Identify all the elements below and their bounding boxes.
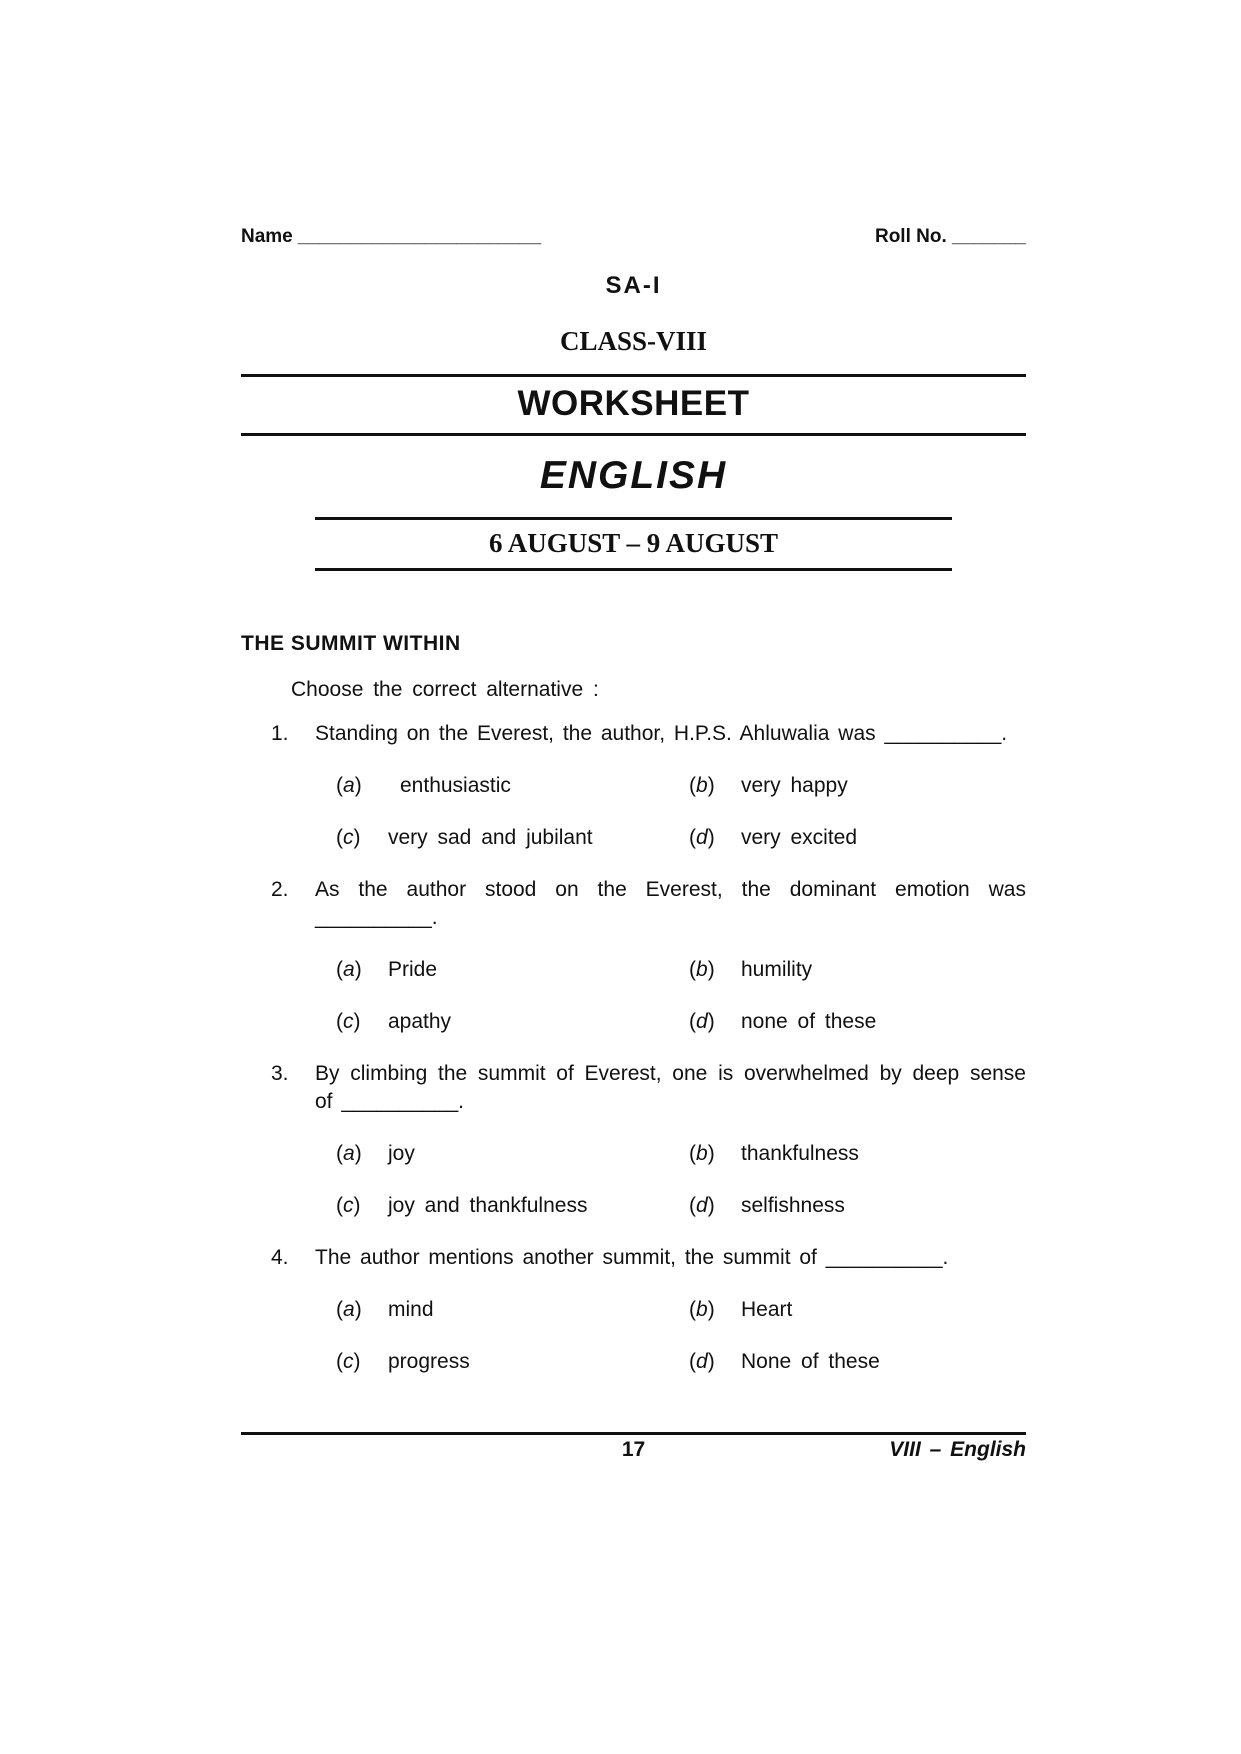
option-label: b [696, 958, 708, 981]
option-c: (c) joy and thankfulness [336, 1194, 588, 1217]
question-text: The author mentions another summit, the summit of __________. [315, 1246, 949, 1269]
question-number: 3. [271, 1062, 289, 1085]
footer-rule [241, 1432, 1026, 1435]
worksheet-page [241, 0, 1026, 1754]
option-a: (a) joy [336, 1142, 415, 1165]
option-label: c [343, 826, 354, 849]
option-c: (c) progress [336, 1350, 470, 1373]
option-d: (d) none of these [689, 1010, 877, 1033]
instruction-text: Choose the correct alternative : [291, 678, 599, 701]
option-text: Pride [388, 958, 438, 981]
option-label: d [696, 1350, 708, 1373]
option-label: b [696, 1298, 708, 1321]
date-range: 6 AUGUST – 9 AUGUST [488, 528, 779, 558]
option-text: progress [388, 1350, 470, 1373]
option-c: (c) apathy [336, 1010, 452, 1033]
option-text: thankfulness [741, 1142, 859, 1165]
option-text: joy and thankfulness [388, 1194, 588, 1217]
option-label: d [696, 1194, 708, 1217]
option-text: very happy [741, 774, 848, 797]
option-text: very excited [741, 826, 858, 849]
question-1 [241, 720, 1026, 748]
class-title: CLASS-VIII [559, 326, 708, 356]
option-a: (a) Pride [336, 958, 438, 981]
option-b: (b) Heart [689, 1298, 793, 1321]
option-label: a [343, 774, 355, 797]
divider-rule [241, 433, 1026, 436]
option-label: c [343, 1194, 354, 1217]
option-d: (d) selfishness [689, 1194, 845, 1217]
question-3 [241, 1060, 1026, 1116]
option-a: (a) mind [336, 1298, 434, 1321]
question-number: 4. [271, 1246, 289, 1269]
option-b: (b) thankfulness [689, 1142, 859, 1165]
option-d: (d) very excited [689, 826, 858, 849]
option-label: b [696, 1142, 708, 1165]
roll-number-field-label: Roll No. _______ [874, 226, 1026, 247]
divider-rule [315, 517, 952, 520]
option-b: (b) very happy [689, 774, 848, 797]
subject-title: ENGLISH [539, 454, 728, 497]
option-text: apathy [388, 1010, 452, 1033]
option-b: (b) humility [689, 958, 813, 981]
header-row [241, 226, 1026, 256]
name-field-label: Name _______________________ [241, 226, 542, 247]
divider-rule [315, 568, 952, 571]
worksheet-title: WORKSHEET [517, 384, 750, 423]
question-text: Standing on the Everest, the author, H.P.S. Ahluwalia was __________. [315, 722, 1008, 745]
option-label: b [696, 774, 708, 797]
option-d: (d) None of these [689, 1350, 880, 1373]
option-label: c [343, 1010, 354, 1033]
exam-title: SA-I [605, 272, 662, 299]
question-2 [241, 876, 1026, 932]
option-a: (a) enthusiastic [336, 774, 511, 797]
question-text: As the author stood on the Everest, the dominant emotion was __________. [315, 878, 1026, 929]
option-label: a [343, 1298, 355, 1321]
option-label: a [343, 958, 355, 981]
option-text: mind [388, 1298, 434, 1321]
divider-rule [241, 374, 1026, 377]
question-number: 1. [271, 722, 289, 745]
option-text: None of these [741, 1350, 880, 1373]
question-text: By climbing the summit of Everest, one is overwhelmed by deep sense of __________. [315, 1062, 1026, 1113]
question-4 [241, 1244, 1026, 1272]
option-text: very sad and jubilant [388, 826, 593, 849]
option-label: c [343, 1350, 354, 1373]
option-text: enthusiastic [400, 774, 511, 797]
option-text: joy [388, 1142, 415, 1165]
option-text: selfishness [741, 1194, 845, 1217]
question-number: 2. [271, 878, 289, 901]
page-number: 17 [621, 1438, 646, 1461]
option-label: d [696, 1010, 708, 1033]
option-text: Heart [741, 1298, 793, 1321]
option-text: none of these [741, 1010, 877, 1033]
footer-class-subject: VIII – English [889, 1438, 1026, 1461]
option-label: a [343, 1142, 355, 1165]
option-c: (c) very sad and jubilant [336, 826, 593, 849]
section-title: THE SUMMIT WITHIN [241, 632, 461, 655]
option-label: d [696, 826, 708, 849]
option-text: humility [741, 958, 813, 981]
